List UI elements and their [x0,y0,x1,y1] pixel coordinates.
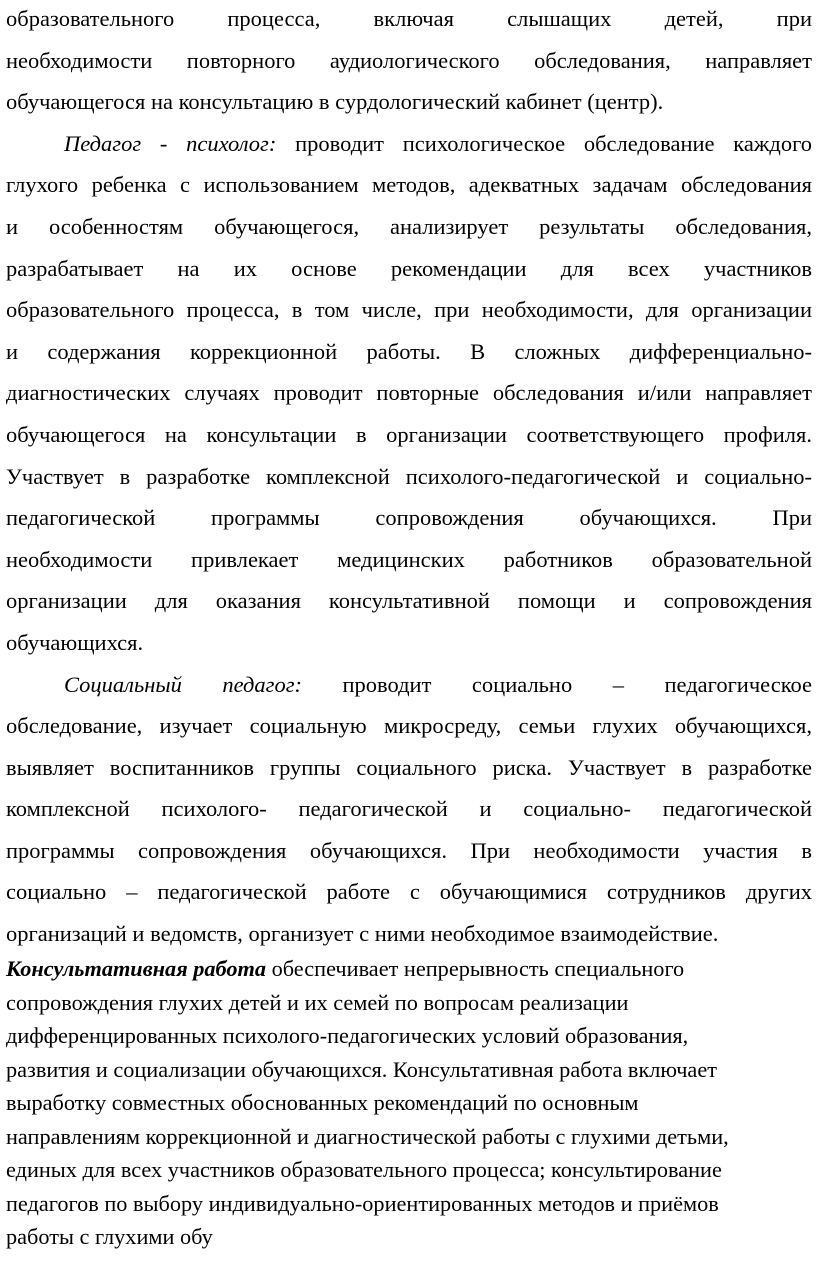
paragraph-continuation [6,0,812,123]
text-line: и содержания коррекционной работы. В сложных дифференциально- [6,338,812,364]
text-line [6,123,812,165]
text-line: выявляет воспитанников группы социального риска. Участвует в разработке [6,754,812,780]
text-line: обучающегося на консультации в организации соответствующего профиля. [6,421,812,447]
text-line: сопровождения глухих детей и их семей по вопросам реализации [6,989,629,1015]
text-line: обследование, изучает социальную микросреду, семьи глухих обучающихся, [6,713,812,739]
role-heading-psychologist: Педагог - психолог: [64,130,277,156]
text-line: диагностических случаях проводит повторные обследования и/или направляет [6,380,812,406]
text-line: педагогической программы сопровождения обучающихся. При [6,505,812,531]
paragraph-social-pedagogue [6,664,812,955]
paragraph-psychologist [6,123,812,664]
text-line: программы сопровождения обучающихся. При необходимости участия в [6,837,812,863]
text-line [6,952,806,986]
text-line [6,664,812,706]
text-line: глухого ребенка с использованием методов, адекватных задачам обследования [6,172,812,198]
text-line: педагогов по выбору индивидуально-ориентированных методов и приёмов [6,1190,719,1216]
text-line: социально – педагогической работе с обучающимися сотрудников других [6,879,812,905]
text-line: необходимости привлекает медицинских работников образовательной [6,546,812,572]
paragraph-consultative-work [6,952,806,1254]
text-line: обучающегося на консультацию в сурдологический кабинет (центр). [6,89,664,115]
text-line: Участвует в разработке комплексной психолого-педагогической и социально- [6,463,812,489]
text-line: образовательного процесса, включая слышащих детей, при [6,6,812,31]
text-line: направлениям коррекционной и диагностической работы с глухими детьми, [6,1123,729,1149]
text-line: работы с глухими обу [6,1224,213,1249]
text-line: комплексной психолого- педагогической и социально- педагогической [6,796,812,822]
document-page [6,0,812,1249]
text-line: выработку совместных обоснованных рекомендаций по основным [6,1090,639,1115]
text-line: организаций и ведомств, организует с ними необходимое взаимодействие. [6,921,719,947]
text-line: организации для оказания консультативной помощи и сопровождения [6,588,812,614]
text-fragment: проводит психологическое обследование каждого [276,130,812,156]
text-line: и особенностям обучающегося, анализирует результаты обследования, [6,213,812,239]
text-line: единых для всех участников образовательного процесса; консультирование [6,1157,722,1182]
text-line: необходимости повторного аудиологического обследования, направляет [6,47,812,73]
text-line: дифференцированных психолого-педагогических условий образования, [6,1023,689,1048]
section-heading-consultative-work: Консультативная работа [6,956,267,981]
text-line: образовательного процесса, в том числе, при необходимости, для организации [6,297,812,323]
text-fragment: обеспечивает непрерывность специального [266,956,685,981]
role-heading-social-pedagogue: Социальный педагог: [64,671,302,697]
text-fragment: проводит социально – педагогическое [301,671,812,697]
text-line: развития и социализации обучающихся. Консультативная работа включает [6,1056,717,1082]
text-line: разрабатывает на их основе рекомендации для всех участников [6,255,812,281]
text-line: обучающихся. [6,629,144,655]
